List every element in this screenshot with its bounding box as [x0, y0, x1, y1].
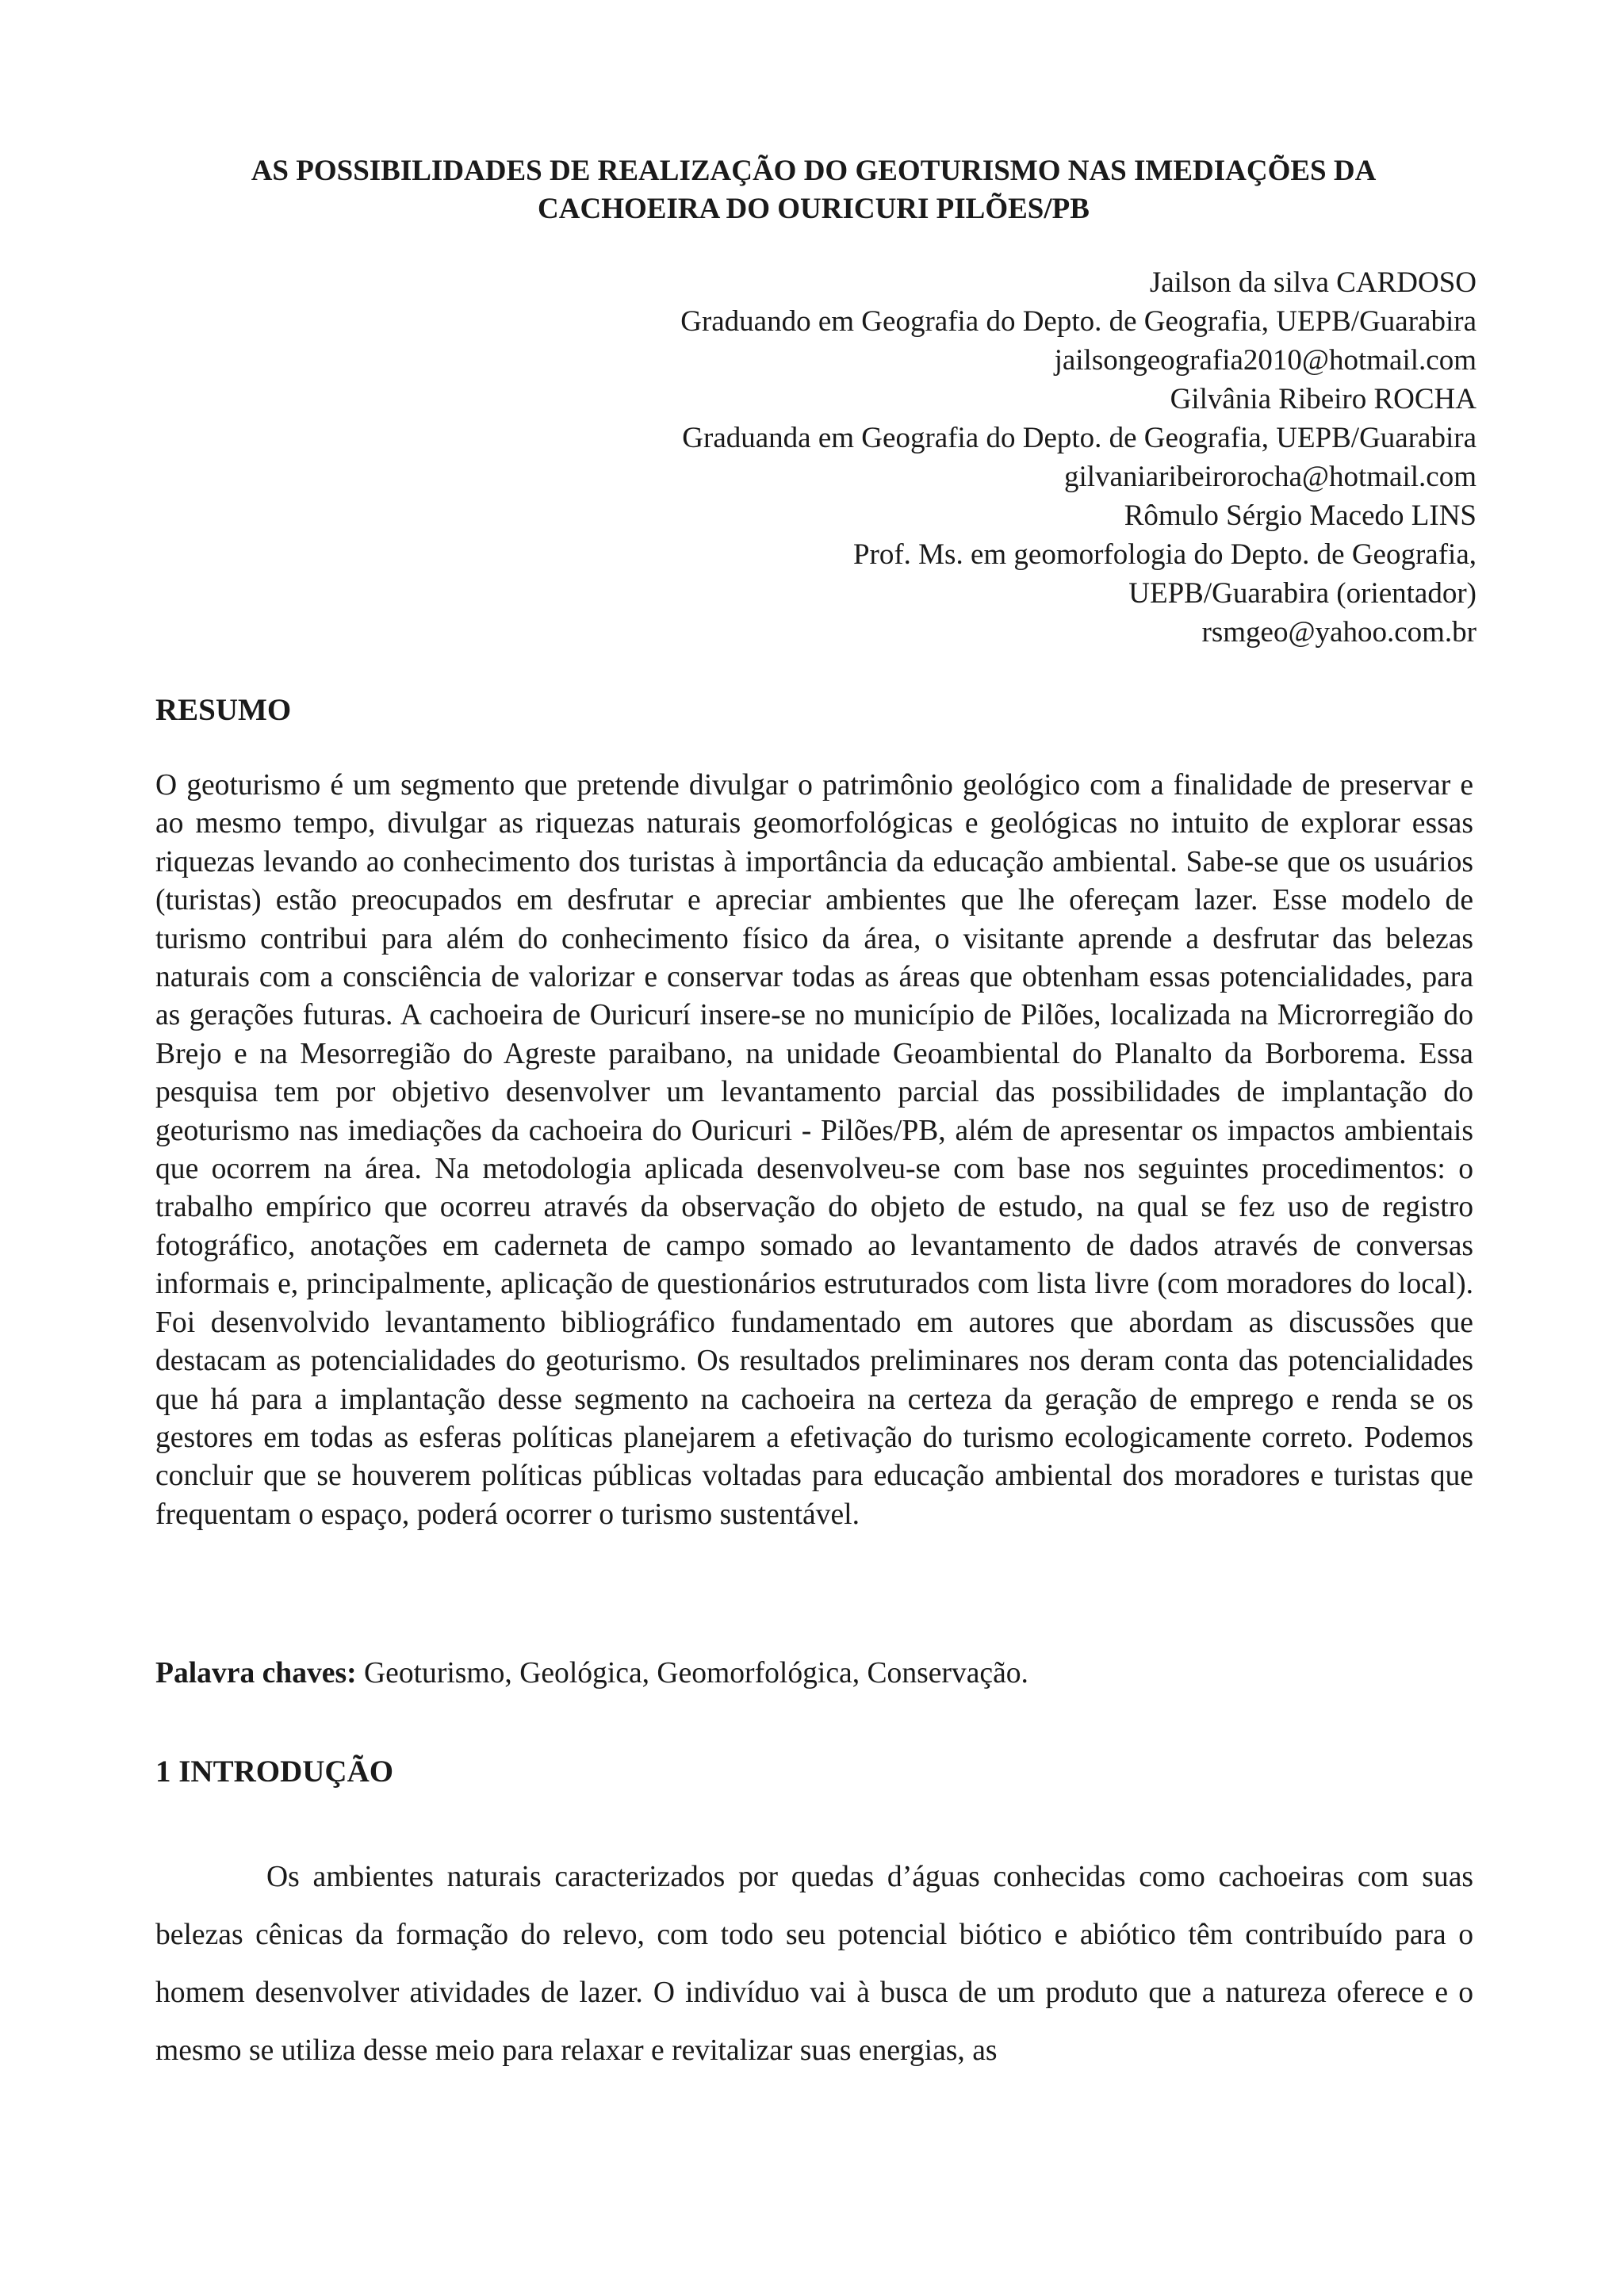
keywords-label: Palavra chaves: — [155, 1657, 357, 1689]
author-2-name: Gilvânia Ribeiro ROCHA — [1170, 383, 1477, 415]
abstract-heading: RESUMO — [155, 693, 292, 727]
author-1-email: jailsongeografia2010@hotmail.com — [1054, 344, 1477, 377]
author-3-affiliation-line-1: Prof. Ms. em geomorfologia do Depto. de Geografia, — [852, 538, 1477, 571]
paper-title — [155, 152, 1472, 228]
author-3-email: rsmgeo@yahoo.com.br — [1201, 616, 1477, 649]
author-1-name: Jailson da silva CARDOSO — [1149, 266, 1477, 299]
author-block — [366, 263, 1477, 652]
introduction-paragraph: Os ambientes naturais caracterizados por quedas d’águas conhecidas como cachoeiras com suas belezas cênicas da formação do relevo, com todo seu potencial biótico e abiótico têm contribuído para o homem desenvolver atividades de lazer. O indivíduo vai à busca de um produto que a natureza oferece e o mesmo se utiliza desse meio para relaxar e revitalizar suas energias, as — [155, 1861, 1473, 2067]
keywords-line — [155, 1655, 1028, 1693]
paper-title-line-1: AS POSSIBILIDADES DE REALIZAÇÃO DO GEOTURISMO NAS IMEDIAÇÕES DA — [251, 155, 1377, 187]
author-3-affiliation-line-2: UEPB/Guarabira (orientador) — [1128, 577, 1477, 610]
author-1-affiliation: Graduando em Geografia do Depto. de Geografia, UEPB/Guarabira — [680, 305, 1477, 338]
author-2-affiliation: Graduanda em Geografia do Depto. de Geografia, UEPB/Guarabira — [682, 422, 1477, 454]
introduction-heading: 1 INTRODUÇÃO — [155, 1755, 394, 1789]
keywords-text: Geoturismo, Geológica, Geomorfológica, Conservação. — [356, 1657, 1028, 1689]
author-2-email: gilvaniaribeirorocha@hotmail.com — [1063, 461, 1477, 493]
paper-title-line-2: CACHOEIRA DO OURICURI PILÕES/PB — [538, 193, 1090, 225]
abstract-text: O geoturismo é um segmento que pretende divulgar o patrimônio geológico com a finalidade de preservar e ao mesmo tempo, divulgar as riquezas naturais geomorfológicas e geológicas no intuito de explorar essas riquezas levando ao conhecimento dos turistas à importância da educação ambiental. Sabe-se que os usuários (turistas) estão preocupados em desfrutar e apreciar ambientes que lhe ofereçam lazer. Esse modelo de turismo contribui para além do conhecimento físico da área, o visitante aprende a desfrutar das belezas naturais com a consciência de valorizar e conservar todas as áreas que obtenham essas potencialidades, para as gerações futuras. A cachoeira de Ouricurí insere-se no município de Pilões, localizada na Microrregião do Brejo e na Mesorregião do Agreste paraibano, na unidade Geoambiental do Planalto da Borborema. Essa pesquisa tem por objetivo desenvolver um levantamento parcial das possibilidades de implantação do geoturismo nas imediações da cachoeira do Ouricuri - Pilões/PB, além de apresentar os impactos ambientais que ocorrem na área. Na metodologia aplicada desenvolveu-se com base nos seguintes procedimentos: o trabalho empírico que ocorreu através da observação do objeto de estudo, na qual se fez uso de registro fotográfico, anotações em caderneta de campo somado ao levantamento de dados através de conversas informais e, principalmente, aplicação de questionários estruturados com lista livre (com moradores do local). Foi desenvolvido levantamento bibliográfico fundamentado em autores que abordam as discussões que destacam as potencialidades do geoturismo. Os resultados preliminares nos deram conta das potencialidades que há para a implantação desse segmento na cachoeira na certeza da geração de emprego e renda se os gestores em todas as esferas políticas planejarem a efetivação do turismo ecologicamente correto. Podemos concluir que se houverem políticas públicas voltadas para educação ambiental dos moradores e turistas que frequentam o espaço, poderá ocorrer o turismo sustentável. — [155, 769, 1473, 1531]
author-3-name: Rômulo Sérgio Macedo LINS — [1124, 499, 1477, 532]
